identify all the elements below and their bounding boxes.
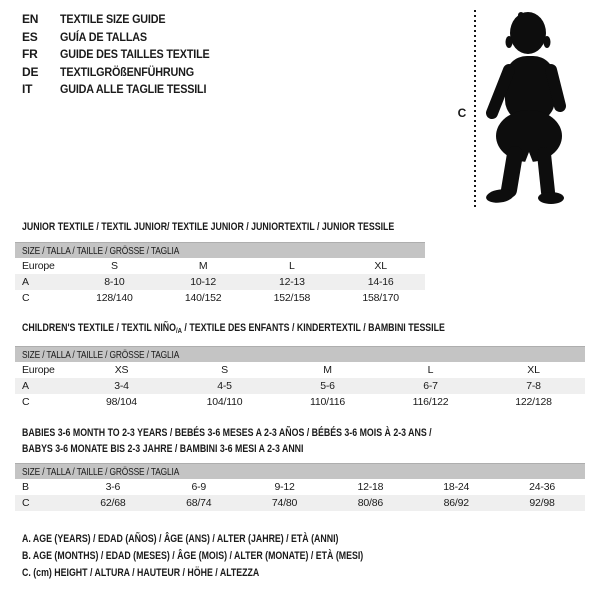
value-cell: 6-9 — [191, 481, 207, 493]
height-marker-label: C — [457, 106, 467, 120]
language-row-fr — [22, 46, 226, 64]
value-cell: 74/80 — [271, 497, 298, 509]
value-cell: 4-5 — [217, 380, 232, 392]
row-label: C — [22, 497, 30, 509]
baby-silhouette-icon — [483, 6, 595, 208]
junior-size-header-bar — [15, 242, 425, 258]
babies-months-row — [15, 479, 585, 495]
row-label: Europe — [22, 364, 55, 376]
value-cell: 6-7 — [423, 380, 438, 392]
legend-line-a-wrap — [22, 531, 449, 548]
children-title-pre: CHILDREN'S TEXTILE / TEXTIL NIÑO — [22, 322, 176, 334]
size-cell: L — [289, 260, 295, 272]
size-cell: S — [221, 364, 228, 376]
junior-section-title — [22, 219, 487, 235]
language-row-es — [22, 29, 226, 47]
language-title: TEXTILGRÖßENFÜHRUNG — [60, 64, 194, 79]
value-cell: 5-6 — [320, 380, 335, 392]
language-code: EN — [22, 12, 39, 26]
value-cell: 68/74 — [186, 497, 212, 509]
language-row-en — [22, 11, 226, 29]
size-cell: S — [110, 260, 118, 272]
children-europe-row — [15, 362, 585, 378]
value-cell: 86/92 — [443, 497, 469, 509]
legend-line-c: C. (cm) HEIGHT / ALTURA / HAUTEUR / HÖHE / ALTEZZA — [22, 567, 260, 579]
size-header-label: SIZE / TALLA / TAILLE / GRÖSSE / TAGLIA — [22, 465, 180, 478]
language-title: TEXTILE SIZE GUIDE — [60, 12, 166, 26]
value-cell: 62/68 — [100, 497, 126, 509]
measurement-legend — [22, 531, 449, 582]
children-size-table — [15, 346, 585, 410]
language-title: GUIDA ALLE TAGLIE TESSILI — [60, 82, 207, 96]
language-title-list — [22, 11, 226, 99]
row-label: A — [22, 380, 29, 392]
babies-section-title — [22, 425, 534, 457]
size-header-label: SIZE / TALLA / TAILLE / GRÖSSE / TAGLIA — [22, 348, 180, 361]
value-cell: 158/170 — [362, 292, 399, 304]
legend-line-b-wrap — [22, 548, 449, 565]
junior-height-row — [15, 290, 425, 306]
value-cell: 104/110 — [206, 396, 243, 408]
junior-size-table — [15, 242, 425, 306]
value-cell: 92/98 — [529, 497, 555, 509]
row-label: Europe — [22, 260, 55, 272]
children-height-row — [15, 394, 585, 410]
value-cell: 152/158 — [273, 292, 311, 304]
children-section-title-text — [22, 320, 445, 339]
language-row-it — [22, 81, 226, 99]
value-cell: 12-18 — [357, 481, 384, 493]
language-row-de — [22, 64, 226, 82]
value-cell: 10-12 — [190, 276, 217, 288]
value-cell: 98/104 — [106, 396, 137, 408]
babies-title-line2: BABYS 3-6 MONATE BIS 2-3 JAHRE / BAMBINI 3-6 MESI A 2-3 ANNI — [22, 443, 304, 455]
size-cell: M — [198, 260, 208, 272]
babies-height-row — [15, 495, 585, 511]
children-size-header-bar — [15, 346, 585, 362]
legend-line-a: A. AGE (YEARS) / EDAD (AÑOS) / ÂGE (ANS) / ALTER (JAHRE) / ETÀ (ANNI) — [22, 533, 339, 545]
language-title: GUÍA DE TALLAS — [60, 29, 147, 44]
value-cell: 14-16 — [367, 276, 394, 288]
size-header-label: SIZE / TALLA / TAILLE / GRÖSSE / TAGLIA — [22, 244, 180, 257]
row-label: A — [22, 276, 29, 288]
size-cell: L — [427, 364, 434, 376]
children-section-title — [22, 320, 551, 339]
value-cell: 8-10 — [104, 276, 125, 288]
value-cell: 9-12 — [274, 481, 295, 493]
language-code: ES — [22, 29, 38, 44]
size-cell: XL — [527, 364, 540, 376]
value-cell: 122/128 — [515, 396, 552, 408]
value-cell: 140/152 — [184, 292, 222, 304]
legend-line-b: B. AGE (MONTHS) / EDAD (MESES) / ÂGE (MOIS) / ALTER (MONATE) / ETÀ (MESI) — [22, 550, 364, 562]
value-cell: 12-13 — [278, 276, 305, 288]
language-code: FR — [22, 47, 38, 61]
value-cell: 80/86 — [357, 497, 384, 509]
value-cell: 24-36 — [529, 481, 555, 493]
junior-age-row — [15, 274, 425, 290]
value-cell: 110/116 — [310, 396, 345, 408]
babies-size-header-bar — [15, 463, 585, 479]
value-cell: 128/140 — [96, 292, 133, 304]
junior-europe-row — [15, 258, 425, 274]
row-label: B — [22, 481, 29, 493]
value-cell: 3-4 — [114, 380, 129, 392]
children-title-post: / TEXTILE DES ENFANTS / KINDERTEXTIL / BAMBINI TESSILE — [181, 322, 445, 334]
legend-line-c-wrap — [22, 565, 449, 582]
babies-title-line1: BABIES 3-6 MONTH TO 2-3 YEARS / BEBÉS 3-6 MESES A 2-3 AÑOS / BÉBÉS 3-6 MOIS À 2-3 ANS / — [22, 427, 432, 439]
children-title-subscript: /A — [175, 326, 182, 335]
value-cell: 18-24 — [443, 481, 470, 493]
language-title: GUIDE DES TAILLES TEXTILE — [60, 47, 210, 61]
language-code: DE — [22, 64, 39, 79]
value-cell: 116/122 — [412, 396, 449, 408]
value-cell: 3-6 — [105, 481, 121, 493]
babies-size-table — [15, 463, 585, 511]
row-label: C — [22, 292, 30, 304]
junior-section-title-text: JUNIOR TEXTILE / TEXTIL JUNIOR/ TEXTILE JUNIOR / JUNIORTEXTIL / JUNIOR TESSILE — [22, 221, 395, 233]
language-code: IT — [22, 82, 33, 96]
height-measure-dotted-line — [474, 10, 476, 208]
size-cell: XS — [114, 364, 129, 376]
value-cell: 7-8 — [526, 380, 541, 392]
row-label: C — [22, 396, 30, 408]
size-cell: M — [323, 364, 332, 376]
children-age-row — [15, 378, 585, 394]
size-cell: XL — [374, 260, 387, 272]
